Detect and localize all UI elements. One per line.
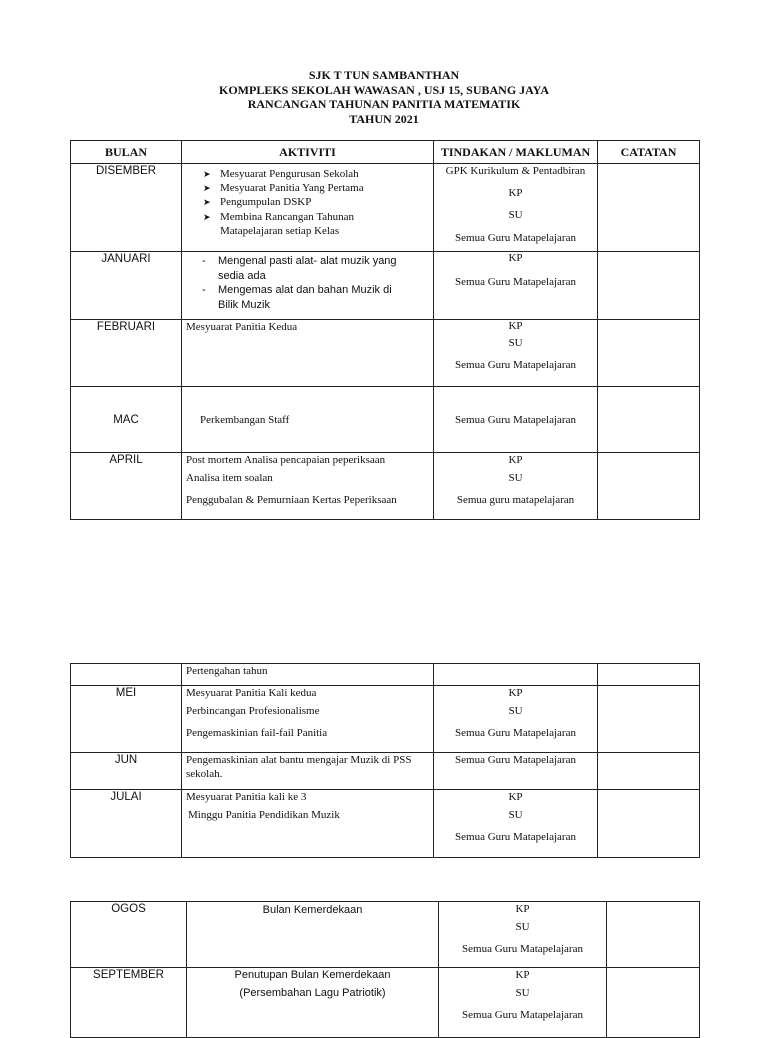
notes-cell bbox=[598, 320, 700, 387]
row-september bbox=[71, 968, 700, 1038]
action-cell: KP SU Semua Guru Matapelajaran bbox=[439, 968, 607, 1038]
list-item: Matapelajaran setiap Kelas bbox=[220, 224, 340, 237]
row-mac bbox=[71, 387, 700, 453]
action-cell: KP Semua Guru Matapelajaran bbox=[434, 252, 598, 320]
list-item: - Mengenal pasti alat- alat muzik yang bbox=[202, 255, 397, 267]
month-cell: JUN bbox=[71, 753, 182, 790]
row-jun bbox=[71, 753, 700, 790]
notes-cell bbox=[598, 453, 700, 520]
row-mei bbox=[71, 686, 700, 753]
month-cell: OGOS bbox=[71, 902, 187, 968]
col-header-bulan: BULAN bbox=[71, 141, 182, 164]
activity-cell bbox=[182, 252, 434, 320]
notes-cell bbox=[598, 753, 700, 790]
action-cell: KP SU Semua Guru Matapelajaran bbox=[439, 902, 607, 968]
plan-table-1 bbox=[70, 140, 700, 520]
arrow-bullet-icon: ➤ bbox=[203, 211, 211, 222]
action-cell: KP SU Semua Guru Matapelajaran bbox=[434, 790, 598, 858]
list-item: sedia ada bbox=[218, 269, 266, 282]
month-cell: APRIL bbox=[71, 453, 182, 520]
row-april bbox=[71, 453, 700, 520]
arrow-bullet-icon: ➤ bbox=[203, 169, 211, 179]
dash-bullet-icon: - bbox=[202, 284, 206, 297]
arrow-bullet-icon: ➤ bbox=[203, 183, 211, 194]
action-cell bbox=[434, 664, 598, 686]
activity-cell: Pertengahan tahun bbox=[182, 664, 434, 686]
activity-cell: Bulan Kemerdekaan bbox=[187, 902, 439, 968]
notes-cell bbox=[607, 968, 700, 1038]
action-cell: KP SU Semua Guru Matapelajaran bbox=[434, 686, 598, 753]
list-item: ➤ Pengumpulan DSKP bbox=[203, 196, 312, 209]
col-header-aktiviti: AKTIVITI bbox=[182, 141, 434, 164]
month-cell: MAC bbox=[71, 387, 182, 453]
activity-cell: Post mortem Analisa pencapaian peperiksaan Analisa item soalan Penggubalan & Pemurniaan Kertas Peperiksaan bbox=[182, 453, 434, 520]
activity-cell: Mesyuarat Panitia kali ke 3 Minggu Panitia Pendidikan Muzik bbox=[182, 790, 434, 858]
document-header bbox=[0, 68, 768, 126]
month-cell bbox=[71, 664, 182, 686]
table-header-row bbox=[71, 141, 700, 164]
row-ogos bbox=[71, 902, 700, 968]
notes-cell bbox=[607, 902, 700, 968]
notes-cell bbox=[598, 252, 700, 320]
month-cell: SEPTEMBER bbox=[71, 968, 187, 1038]
col-header-tindakan: TINDAKAN / MAKLUMAN bbox=[434, 141, 598, 164]
list-item: ➤ Membina Rancangan Tahunan bbox=[203, 210, 355, 223]
month-cell: JULAI bbox=[71, 790, 182, 858]
month-cell: MEI bbox=[71, 686, 182, 753]
activity-cell: Perkembangan Staff bbox=[182, 387, 434, 453]
plan-table-3 bbox=[70, 901, 700, 1038]
list-item: - Mengemas alat dan bahan Muzik di bbox=[202, 284, 392, 297]
row-pertengahan bbox=[71, 664, 700, 686]
arrow-bullet-icon: ➤ bbox=[203, 197, 211, 208]
notes-cell bbox=[598, 686, 700, 753]
month-cell: FEBRUARI bbox=[71, 320, 182, 387]
row-disember bbox=[71, 164, 700, 252]
notes-cell bbox=[598, 664, 700, 686]
action-cell: GPK Kurikulum & Pentadbiran KP SU Semua Guru Matapelajaran bbox=[434, 164, 598, 252]
list-item: ➤ Mesyuarat Pengurusan Sekolah bbox=[203, 168, 359, 180]
action-cell: Semua Guru Matapelajaran bbox=[434, 753, 598, 790]
notes-cell bbox=[598, 387, 700, 453]
activity-cell: Penutupan Bulan Kemerdekaan (Persembahan Lagu Patriotik) bbox=[187, 968, 439, 1038]
action-cell: Semua Guru Matapelajaran bbox=[434, 387, 598, 453]
row-julai bbox=[71, 790, 700, 858]
activity-cell: Pengemaskinian alat bantu mengajar Muzik di PSS sekolah. bbox=[182, 753, 434, 790]
col-header-catatan: CATATAN bbox=[598, 141, 700, 164]
row-januari bbox=[71, 252, 700, 320]
plan-year: TAHUN 2021 bbox=[349, 111, 419, 126]
school-name: SJK T TUN SAMBANTHAN bbox=[308, 68, 460, 82]
row-februari bbox=[71, 320, 700, 387]
list-item: Bilik Muzik bbox=[218, 298, 270, 311]
notes-cell bbox=[598, 164, 700, 252]
list-item: ➤ Mesyuarat Panitia Yang Pertama bbox=[203, 182, 364, 195]
action-cell: KP SU Semua Guru Matapelajaran bbox=[434, 320, 598, 387]
notes-cell bbox=[598, 790, 700, 858]
month-cell: DISEMBER bbox=[71, 164, 182, 252]
activity-cell: Mesyuarat Panitia Kali kedua Perbincangan Profesionalisme Pengemaskinian fail-fail Panitia bbox=[182, 686, 434, 753]
plan-table-2 bbox=[70, 663, 700, 858]
school-address: KOMPLEKS SEKOLAH WAWASAN , USJ 15, SUBANG JAYA bbox=[219, 82, 549, 97]
activity-cell bbox=[182, 164, 434, 252]
activity-cell: Mesyuarat Panitia Kedua bbox=[182, 320, 434, 387]
action-cell: KP SU Semua guru matapelajaran bbox=[434, 453, 598, 520]
plan-title: RANCANGAN TAHUNAN PANITIA MATEMATIK bbox=[247, 97, 521, 111]
month-cell: JANUARI bbox=[71, 252, 182, 320]
dash-bullet-icon: - bbox=[202, 255, 206, 267]
